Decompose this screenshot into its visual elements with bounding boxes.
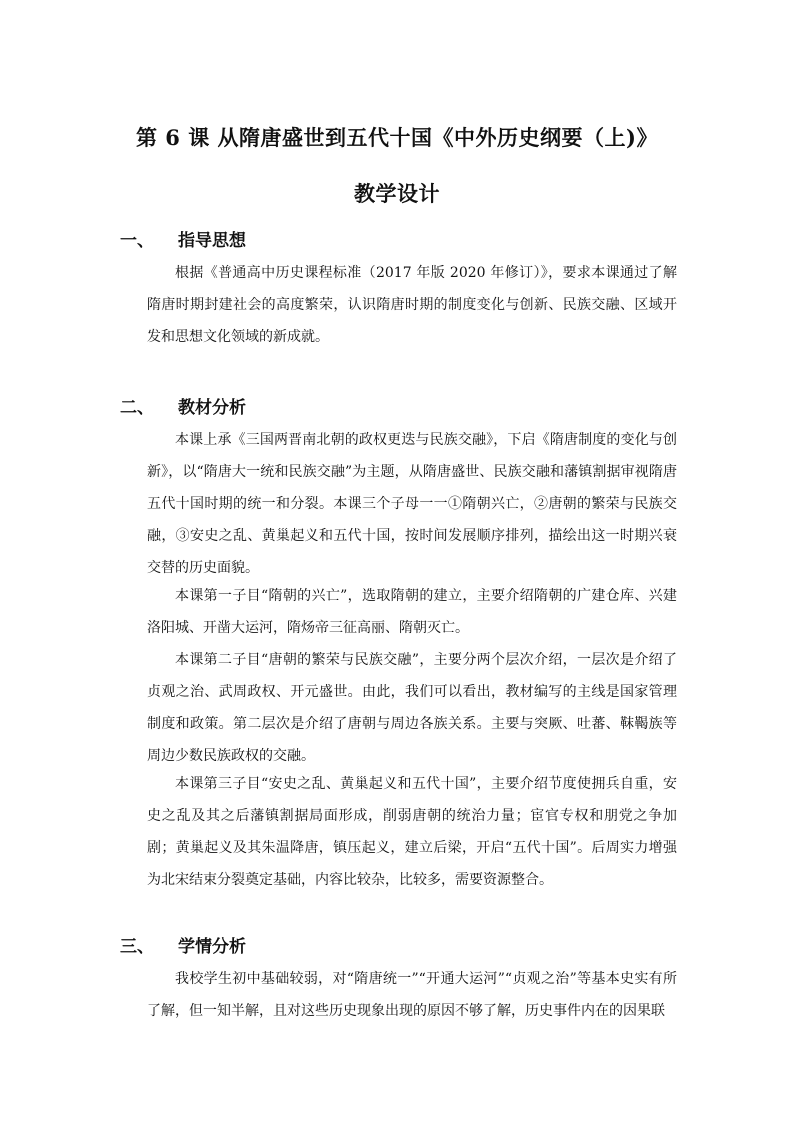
paragraph: 本课第三子目“安史之乱、黄巢起义和五代十国”，主要介绍节度使拥兵自重，安史之乱及其之后藩镇割据局面形成，削弱唐朝的统治力量；宦官专权和朋党之争加剧；黄巢起义及其朱温降唐，镇压起义，建立后梁，开启“五代十国”。后周实力增强为北宋结束分裂奠定基础，内容比较杂，比较多，需要资源整合。 <box>147 776 677 888</box>
section-number: 二、 <box>120 398 154 418</box>
section-number: 三、 <box>120 937 154 957</box>
paragraph: 本课第二子目“唐朝的繁荣与民族交融”，主要分两个层次介绍，一层次是介绍了贞观之治、武周政权、开元盛世。由此，我们可以看出，教材编写的主线是国家管理制度和政策。第二层次是介绍了唐朝与周边各族关系。主要与突厥、吐蕃、靺鞨族等周边少数民族政权的交融。 <box>147 652 677 764</box>
section-heading-guiding-thought <box>120 226 246 251</box>
section-heading-textbook-analysis <box>120 393 246 418</box>
section-title: 教材分析 <box>178 398 246 418</box>
paragraph: 我校学生初中基础较弱，对“隋唐统一”“开通大运河”“贞观之治”等基本史实有所了解，但一知半解，且对这些历史现象出现的原因不够了解，历史事件内在的因果联 <box>147 971 677 1019</box>
section-heading-learner-analysis <box>120 932 246 957</box>
paragraph: 本课第一子目“隋朝的兴亡”，选取隋朝的建立，主要介绍隋朝的广建仓库、兴建洛阳城、开凿大运河，隋炀帝三征高丽、隋朝灭亡。 <box>147 588 677 636</box>
paragraph: 根据《普通高中历史课程标准（2017 年版 2020 年修订）》，要求本课通过了解隋唐时期封建社会的高度繁荣，认识隋唐时期的制度变化与创新、民族交融、区域开发和思想文化领域的新成就。 <box>147 265 677 345</box>
document-title: 第 6 课 从隋唐盛世到五代十国《中外历史纲要（上)》 <box>136 125 658 150</box>
section-title: 学情分析 <box>178 937 246 957</box>
section-title: 指导思想 <box>178 231 246 251</box>
section-number: 一、 <box>120 231 154 251</box>
document-subtitle: 教学设计 <box>354 181 440 206</box>
paragraph: 本课上承《三国两晋南北朝的政权更迭与民族交融》，下启《隋唐制度的变化与创新》，以“隋唐大一统和民族交融”为主题，从隋唐盛世、民族交融和藩镇割据审视隋唐五代十国时期的统一和分裂。本课三个子母一一①隋朝兴亡，②唐朝的繁荣与民族交融，③安史之乱、黄巢起义和五代十国，按时间发展顺序排列，描绘出这一时期兴衰交替的历史面貌。 <box>147 432 677 576</box>
